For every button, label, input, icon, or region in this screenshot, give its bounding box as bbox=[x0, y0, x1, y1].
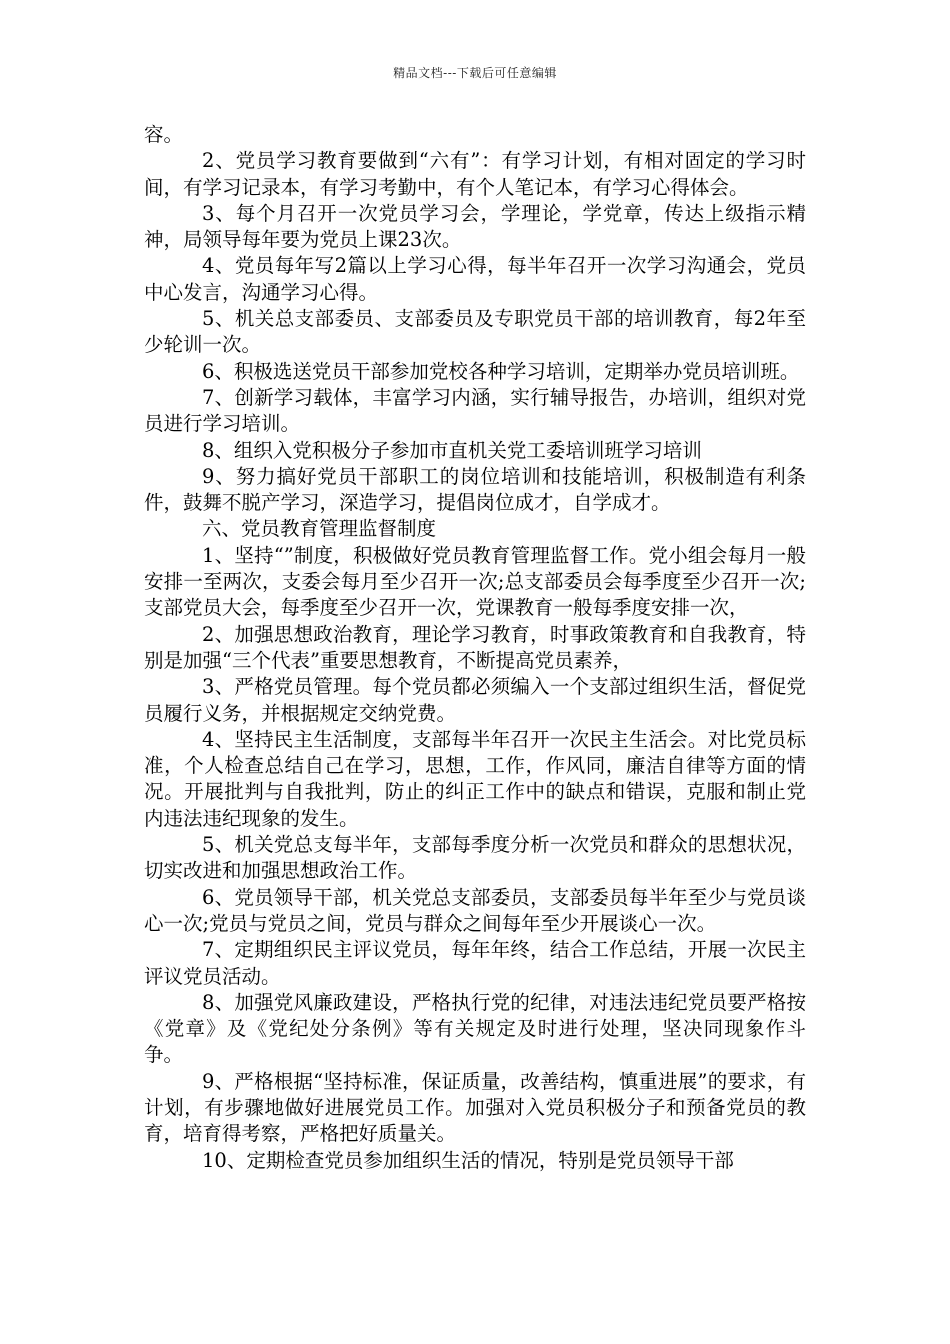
paragraph: 9、严格根据“坚持标准，保证质量，改善结构，慎重进展”的要求，有计划，有步骤地做好进展党员工作。加强对入党员积极分子和预备党员的教育，培育得考察，严格把好质量关。 bbox=[144, 1069, 806, 1146]
paragraph: 2、加强思想政治教育，理论学习教育，时事政策教育和自我教育，特别是加强“三个代表”重要思想教育，不断提高党员素养， bbox=[144, 622, 806, 672]
paragraph: 容。 bbox=[144, 123, 184, 146]
paragraph: 3、严格党员管理。每个党员都必须编入一个支部过组织生活，督促党员履行义务，并根据规定交纳党费。 bbox=[144, 675, 806, 725]
paragraph: 4、党员每年写2篇以上学习心得，每半年召开一次学习沟通会，党员中心发言，沟通学习心得。 bbox=[144, 254, 806, 304]
paragraph: 4、坚持民主生活制度，支部每半年召开一次民主生活会。对比党员标准，个人检查总结自己在学习，思想，工作，作风同，廉洁自律等方面的情况。开展批判与自我批判，防止的纠正工作中的缺点和错误，克服和制止党内违法违纪现象的发生。 bbox=[144, 727, 806, 830]
paragraph: 5、机关总支部委员、支部委员及专职党员干部的培训教育，每2年至少轮训一次。 bbox=[144, 307, 806, 357]
paragraph: 10、定期检查党员参加组织生活的情况，特别是党员领导干部 bbox=[202, 1148, 734, 1172]
paragraph: 8、组织入党积极分子参加市直机关党工委培训班学习培训 bbox=[202, 438, 702, 462]
paragraph: 5、机关党总支每半年，支部每季度分析一次党员和群众的思想状况，切实改进和加强思想政治工作。 bbox=[144, 833, 806, 883]
paragraph: 6、积极选送党员干部参加党校各种学习培训，定期举办党员培训班。 bbox=[202, 359, 800, 383]
paragraph: 7、创新学习载体，丰富学习内涵，实行辅导报告，办培训，组织对党员进行学习培训。 bbox=[144, 385, 806, 436]
paragraph: 8、加强党风廉政建设，严格执行党的纪律，对违法违纪党员要严格按《党章》及《党纪处分条例》等有关规定及时进行处理，坚决同现象作斗争。 bbox=[144, 990, 806, 1067]
paragraph: 7、定期组织民主评议党员，每年年终，结合工作总结，开展一次民主评议党员活动。 bbox=[144, 938, 806, 988]
paragraph: 3、每个月召开一次党员学习会，学理论，学党章，传达上级指示精神，局领导每年要为党员上课23次。 bbox=[144, 201, 806, 252]
document-body bbox=[144, 122, 806, 1174]
paragraph: 9、努力搞好党员干部职工的岗位培训和技能培训，积极制造有利条件，鼓舞不脱产学习，深造学习，提倡岗位成才，自学成才。 bbox=[144, 464, 806, 515]
paragraph: 1、坚持“”制度，积极做好党员教育管理监督工作。党小组会每月一般安排一至两次，支委会每月至少召开一次;总支部委员会每季度至少召开一次;支部党员大会，每季度至少召开一次，党课教育一般每季度安排一次， bbox=[144, 543, 806, 620]
page-header: 精品文档---下载后可任意编辑 bbox=[393, 66, 557, 80]
paragraph: 2、党员学习教育要做到“六有”：有学习计划，有相对固定的学习时间，有学习记录本，有学习考勤中，有个人笔记本，有学习心得体会。 bbox=[144, 149, 806, 199]
paragraph: 六、党员教育管理监督制度 bbox=[202, 517, 437, 541]
paragraph: 6、党员领导干部，机关党总支部委员，支部委员每半年至少与党员谈心一次;党员与党员之间，党员与群众之间每年至少开展谈心一次。 bbox=[144, 885, 806, 935]
